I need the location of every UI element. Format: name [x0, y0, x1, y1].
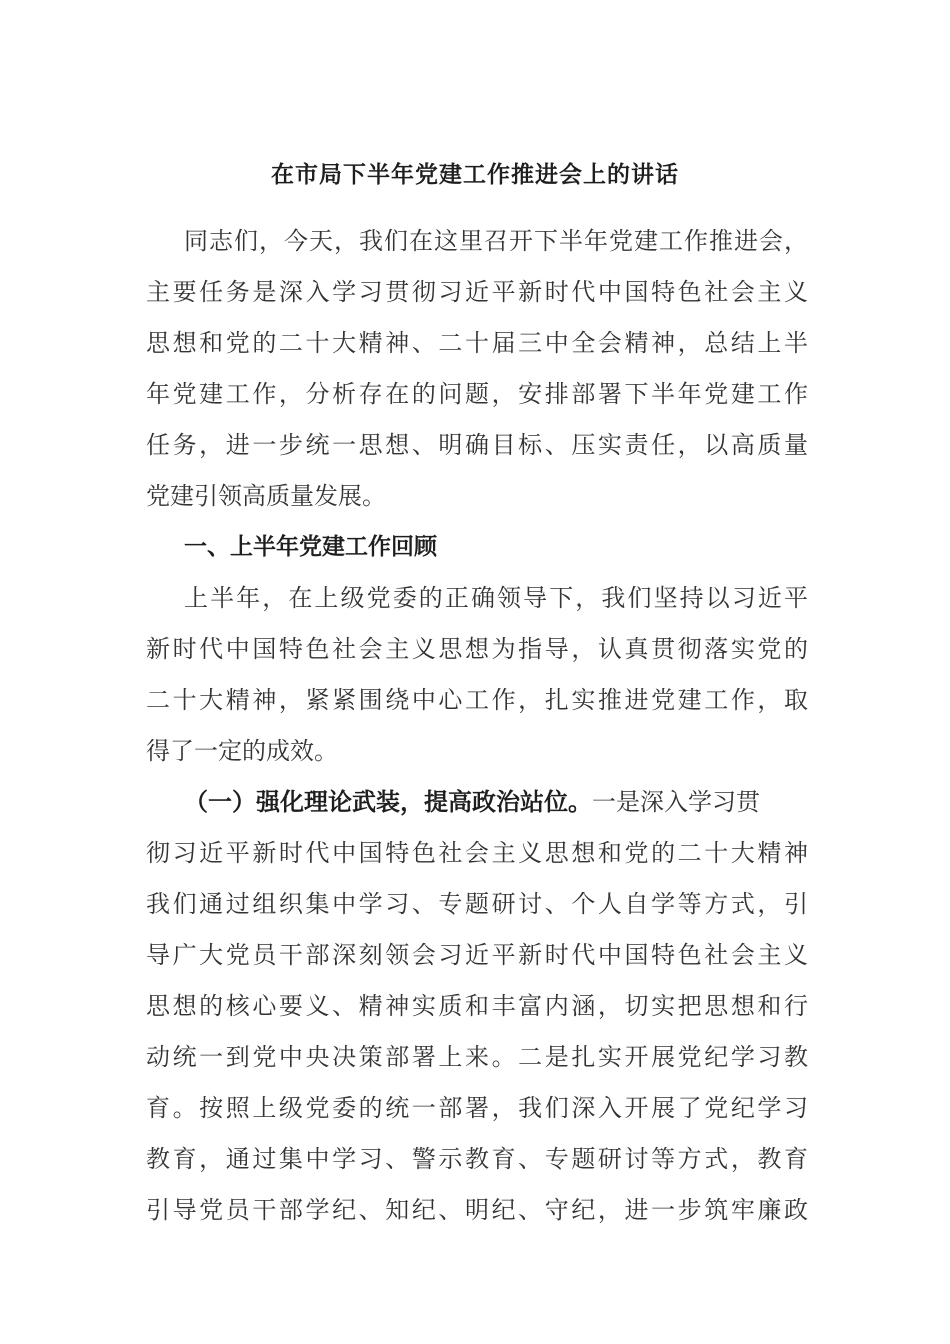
intro-line-3: 思想和党的二十大精神、二十届三中全会精神，总结上半 [146, 329, 808, 357]
subsection1-line-5: 思想的核心要义、精神实质和丰富内涵，切实把思想和行 [146, 992, 808, 1020]
intro-line-6: 党建引领高质量发展。 [146, 482, 386, 510]
subsection1-line-9: 引导党员干部学纪、知纪、明纪、守纪，进一步筑牢廉政 [146, 1196, 808, 1224]
subsection-heading-1: （一）强化理论武装，提高政治站位。 [184, 788, 592, 816]
subsection1-line-8: 教育，通过集中学习、警示教育、专题研讨等方式，教育 [146, 1145, 808, 1173]
subsection1-line-6: 动统一到党中央决策部署上来。二是扎实开展党纪学习教 [146, 1043, 808, 1071]
subsection1-line-7: 育。按照上级党委的统一部署，我们深入开展了党纪学习 [146, 1094, 808, 1122]
subsection1-line-3: 我们通过组织集中学习、专题研讨、个人自学等方式，引 [146, 890, 808, 918]
document-title: 在市局下半年党建工作推进会上的讲话 [271, 162, 679, 188]
document-body [146, 216, 808, 1236]
section1-line-1: 上半年，在上级党委的正确领导下，我们坚持以习近平 [184, 584, 808, 612]
subsection1-line-4: 导广大党员干部深刻领会习近平新时代中国特色社会主义 [146, 941, 808, 969]
intro-line-2: 主要任务是深入学习贯彻习近平新时代中国特色社会主义 [146, 278, 808, 306]
section-heading-1: 一、上半年党建工作回顾 [184, 534, 437, 560]
subsection1-first-line-rest: 一是深入学习贯 [592, 788, 760, 816]
subsection1-first-line [146, 777, 808, 828]
intro-line-4: 年党建工作，分析存在的问题，安排部署下半年党建工作 [146, 380, 808, 408]
section1-line-3: 二十大精神，紧紧围绕中心工作，扎实推进党建工作，取 [146, 686, 808, 714]
intro-line-5: 任务，进一步统一思想、明确目标、压实责任，以高质量 [146, 431, 808, 459]
subsection1-line-2: 彻习近平新时代中国特色社会主义思想和党的二十大精神 [146, 839, 808, 867]
section1-line-4: 得了一定的成效。 [146, 737, 338, 765]
intro-line-1: 同志们，今天，我们在这里召开下半年党建工作推进会， [184, 227, 808, 255]
section1-line-2: 新时代中国特色社会主义思想为指导，认真贯彻落实党的 [146, 635, 808, 663]
